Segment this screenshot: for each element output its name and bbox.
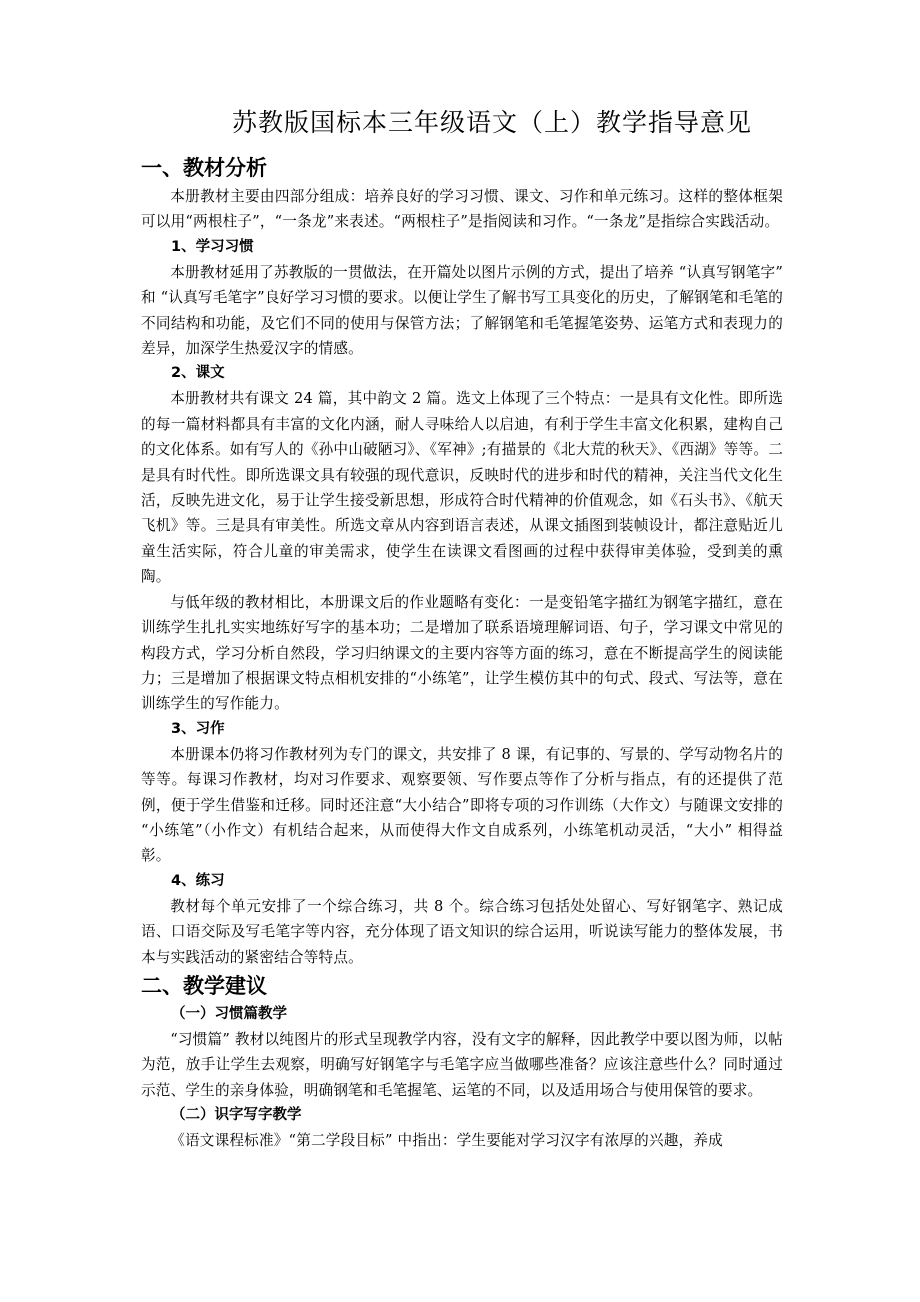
section-heading-suggestions: 二、教学建议 [141, 973, 267, 998]
paragraph-texts-2: 与低年级的教材相比，本册课文后的作业题略有变化：一是变铅笔字描红为钢笔字描红，意在训练学生扎扎实实地练好写字的基本功；二是增加了联系语境理解词语、句子，学习课文中常见的构段方式，学习分析自然段，学习归纳课文的主要内容等方面的练习，意在不断提高学生的阅读能力；三是增加了根据课文特点相机安排的“小练笔”，让学生模仿其中的句式、段式、写法等，意在训练学生的写作能力。 [141, 593, 783, 713]
paragraph-literacy-teaching: 《语文课程标准》“第二学段目标” 中指出：学生要能对学习汉字有浓厚的兴趣，养成 [170, 1132, 723, 1150]
subheading-habit-teaching: （一）习惯篇教学 [171, 1005, 287, 1022]
subheading-literacy-teaching: （二）识字写字教学 [171, 1107, 302, 1124]
document-title: 苏教版国标本三年级语文（上）教学指导意见 [231, 108, 752, 137]
subheading-writing: 3、习作 [171, 720, 225, 737]
section-intro: 本册教材主要由四部分组成：培养良好的学习习惯、课文、习作和单元练习。这样的整体框架可以用“两根柱子”，“一条龙”来表述。“两根柱子”是指阅读和习作。“一条龙”是指综合实践活动。 [141, 188, 783, 231]
section-heading-analysis: 一、教材分析 [141, 156, 267, 180]
subheading-exercises: 4、练习 [171, 872, 225, 889]
paragraph-texts-1: 本册教材共有课文 24 篇，其中韵文 2 篇。选文上体现了三个特点：一是具有文化性。即所选的每一篇材料都具有丰富的文化内涵，耐人寻味给人以启迪，有利于学生丰富文化积累，建构自己的文化体系。如有写人的《孙中山破陋习》、《军神》;有描景的《北大荒的秋天》、《西湖》等等。二是具有时代性。即所选课文具有较强的现代意识，反映时代的进步和时代的精神，关注当代文化生活，反映先进文化，易于让学生接受新思想，形成符合时代精神的价值观念，如《石头书》、《航天飞机》等。三是具有审美性。所选文章从内容到语言表述，从课文插图到装帧设计，都注意贴近儿童生活实际，符合儿童的审美需求，使学生在读课文看图画的过程中获得审美体验，受到美的熏陶。 [141, 390, 783, 586]
subheading-habits: 1、学习习惯 [171, 238, 254, 255]
paragraph-habit-teaching: “习惯篇” 教材以纯图片的形式呈现教学内容，没有文字的解释，因此教学中要以图为师，以帖为范，放手让学生去观察，明确写好钢笔字与毛笔字应当做哪些准备？应该注意些什么？同时通过示范、学生的亲身体验，明确钢笔和毛笔握笔、运笔的不同，以及适用场合与使用保管的要求。 [141, 1030, 783, 1099]
paragraph-exercises: 教材每个单元安排了一个综合练习，共 8 个。综合练习包括处处留心、写好钢笔字、熟记成语、口语交际及写毛笔字等内容，充分体现了语文知识的综合运用，听说读写能力的整体发展，书本与实践活动的紧密结合等特点。 [141, 897, 783, 966]
paragraph-habits: 本册教材延用了苏教版的一贯做法，在开篇处以图片示例的方式，提出了培养 “认真写钢笔字” 和 “认真写毛笔字”良好学习习惯的要求。以便让学生了解书写工具变化的历史，了解钢笔和毛笔的不同结构和功能，及它们不同的使用与保管方法；了解钢笔和毛笔握笔姿势、运笔方式和表现力的差异，加深学生热爱汉字的情感。 [141, 263, 783, 358]
paragraph-writing: 本册课本仍将习作教材列为专门的课文，共安排了 8 课，有记事的、写景的、学写动物名片的等等。每课习作教材，均对习作要求、观察要领、写作要点等作了分析与指点，有的还提供了范例，便于学生借鉴和迁移。同时还注意“大小结合”即将专项的习作训练（大作文）与随课文安排的 “小练笔”（小作文）有机结合起来，从而使得大作文自成系列，小练笔机动灵活，“大小” 相得益彰。 [141, 745, 783, 865]
document-page [141, 104, 783, 1154]
subheading-texts: 2、课文 [171, 365, 225, 382]
